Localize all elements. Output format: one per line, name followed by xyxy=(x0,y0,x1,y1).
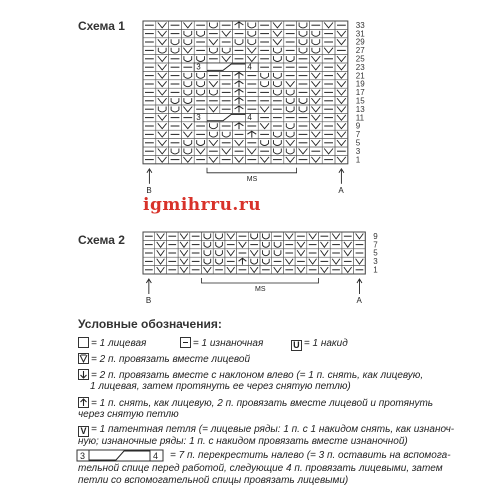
double-decrease-icon xyxy=(78,397,89,408)
row-number: 1 xyxy=(373,265,378,275)
legend-ssk-text-2: 1 лицевая, затем протянуть ее через снятую петлю) xyxy=(90,381,351,392)
row-number: 31 xyxy=(355,29,365,39)
legend-cable-text-3: петли со вспомогательной спицы провязать лицевыми) xyxy=(78,475,349,486)
row-number: 9 xyxy=(373,231,378,241)
right-marker-label: A xyxy=(338,185,344,195)
row-number: 13 xyxy=(355,104,365,114)
legend-knit-text: = 1 лицевая xyxy=(91,338,147,349)
left-marker-label: B xyxy=(145,296,152,305)
row-number: 33 xyxy=(355,20,365,30)
chart-grid-frame xyxy=(143,232,365,274)
left-marker-label: B xyxy=(146,185,152,195)
scheme-1-title: Схема 1 xyxy=(78,19,125,33)
row-number: 1 xyxy=(355,155,361,165)
legend-row-basic xyxy=(78,337,348,351)
brioche-stitch-icon: V xyxy=(78,426,89,437)
legend-yo-text: = 1 накид xyxy=(303,338,348,349)
legend-cable-text-2: тельной спице перед работой, следующие 4 п. провязать лицевыми, затем xyxy=(78,463,443,474)
cable-right-number: 4 xyxy=(247,112,252,122)
row-number: 3 xyxy=(373,257,378,267)
repeat-label: MS xyxy=(246,175,258,183)
legend-psso-text-2: через снятую петлю xyxy=(78,409,179,420)
legend-row-k2tog xyxy=(78,353,250,366)
row-number: 17 xyxy=(355,88,365,98)
cable-cross-icon xyxy=(76,449,166,463)
site-watermark: igmihrru.ru xyxy=(143,195,262,215)
row-number: 3 xyxy=(355,146,361,156)
row-number: 7 xyxy=(373,240,378,250)
ssk-icon xyxy=(78,369,89,380)
scheme-1-chart xyxy=(0,0,500,210)
knit-icon xyxy=(78,337,89,348)
legend-brioche-text-2: ную; изнаночные ряды: 1 п. с накидом провязать вместе изнаночной) xyxy=(78,436,408,447)
purl-icon xyxy=(180,337,191,348)
legend-purl-text: = 1 изнаночная xyxy=(192,338,264,349)
row-number: 25 xyxy=(355,54,365,64)
legend-brioche-text-1: = 1 патентная петля (= лицевые ряды: 1 п. с 1 накидом снять, как изнаноч- xyxy=(91,424,455,435)
row-number: 9 xyxy=(355,121,361,131)
yarn-over-icon: U xyxy=(291,340,302,351)
repeat-bracket xyxy=(202,278,319,283)
scheme-2-title: Схема 2 xyxy=(78,233,125,247)
row-number: 11 xyxy=(355,113,365,123)
legend-title: Условные обозначения: xyxy=(78,317,222,331)
row-number: 5 xyxy=(355,138,361,148)
cable-left-count: 3 xyxy=(80,451,86,461)
row-number: 29 xyxy=(355,37,365,47)
cable-right-count: 4 xyxy=(153,451,159,461)
row-number: 19 xyxy=(355,79,365,89)
row-number: 21 xyxy=(355,71,365,81)
legend-k2tog-text: = 2 п. провязать вместе лицевой xyxy=(91,354,251,365)
row-number: 15 xyxy=(355,96,365,106)
cable-left-number: 3 xyxy=(196,112,201,122)
scheme-2-chart xyxy=(0,220,500,305)
k2tog-icon xyxy=(78,353,89,364)
legend-cable-text-1: = 7 п. перекрестить налево (= 3 п. оставить на вспомога- xyxy=(170,450,451,461)
legend-psso-text-1: = 1 п. снять, как лицевую, 2 п. провязать вместе лицевой и протянуть xyxy=(91,398,434,409)
cable-left-number: 3 xyxy=(196,62,201,72)
repeat-bracket xyxy=(207,168,297,173)
legend-ssk-text-1: = 2 п. провязать вместе с наклоном влево (= 1 п. снять, как лицевую, xyxy=(91,370,424,381)
row-number: 5 xyxy=(373,248,378,258)
row-number: 27 xyxy=(355,46,365,56)
repeat-label: MS xyxy=(255,286,266,293)
row-number: 7 xyxy=(355,130,361,140)
right-marker-label: A xyxy=(356,296,362,305)
cable-right-number: 4 xyxy=(247,62,252,72)
row-number: 23 xyxy=(355,62,365,72)
